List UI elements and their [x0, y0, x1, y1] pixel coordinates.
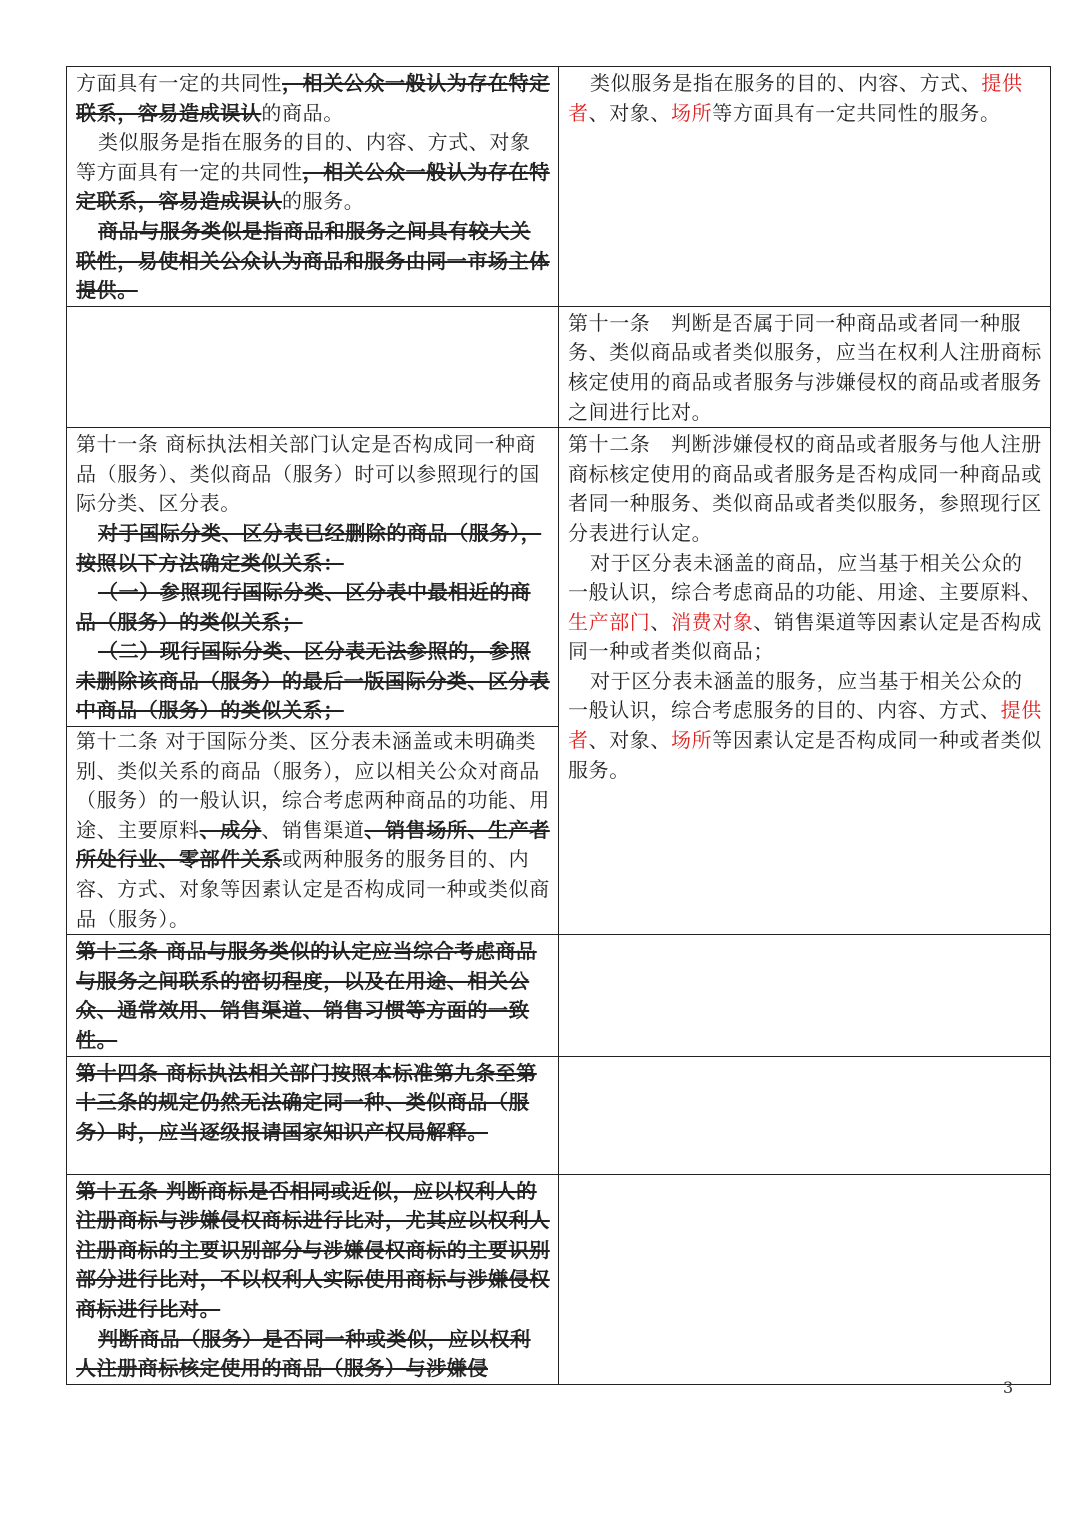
right-cell — [559, 428, 1051, 935]
table-row — [67, 1174, 1051, 1384]
paragraph — [76, 937, 550, 1055]
paragraph — [568, 69, 1042, 128]
added-text: 提供者 — [568, 698, 1042, 753]
text-run: 等因素认定是否构成同一种或者类似服务。 — [568, 728, 1042, 782]
paragraph — [67, 726, 558, 934]
deleted-text: （一）参照现行国际分类、区分表中最相近的商品（服务）的类似关系； — [76, 580, 531, 634]
added-text: 生产部门 — [568, 609, 651, 634]
table-row — [67, 935, 1051, 1056]
deleted-text: ，相关公众一般认为存在特定联系，容易造成误认 — [76, 159, 550, 214]
deleted-text: 第十三条 商品与服务类似的认定应当综合考虑商品与服务之间联系的密切程度，以及在用途、相关公众、通常效用、销售渠道、销售习惯等方面的一致性。 — [76, 939, 537, 1052]
comparison-table — [66, 66, 1051, 1385]
text-run: 、 — [650, 609, 672, 634]
table-row — [67, 306, 1051, 427]
right-cell — [559, 306, 1051, 427]
paragraph — [76, 217, 550, 306]
text-run: 的商品。 — [261, 100, 344, 125]
page-number: 3 — [1003, 1378, 1014, 1397]
text-run: 第十二条 对于国际分类、区分表未涵盖或未明确类别、类似关系的商品（服务），应以相关公众对商品（服务）的一般认识，综合考虑两种商品的功能、用途、主要原料 — [76, 729, 550, 842]
text-run: 、销售渠道等因素认定是否构成同一种或者类似商品； — [568, 609, 1042, 664]
text-run: 对于区分表未涵盖的商品，应当基于相关公众的一般认识，综合考虑商品的功能、用途、主要原料、 — [568, 550, 1042, 605]
paragraph — [76, 519, 550, 578]
right-cell — [559, 935, 1051, 1056]
text-run: 第十二条 判断涉嫌侵权的商品或者服务与他人注册商标核定使用的商品或者服务是否构成同一种商品或者同一种服务、类似商品或者类似服务，参照现行区分表进行认定。 — [568, 432, 1042, 545]
paragraph — [76, 578, 550, 637]
paragraph — [568, 667, 1042, 785]
right-cell — [559, 1056, 1051, 1174]
deleted-text: 判断商品（服务）是否同一种或类似，应以权利人注册商标核定使用的商品（服务）与涉嫌侵 — [76, 1326, 531, 1381]
text-run: 、销售渠道 — [261, 817, 365, 842]
left-cell — [67, 1056, 559, 1174]
added-text: 场所 — [671, 100, 713, 125]
paragraph — [76, 637, 550, 726]
deleted-text: 商品与服务类似是指商品和服务之间具有较大关联性，易使相关公众认为商品和服务由同一市场主体提供。 — [76, 218, 550, 303]
table-row — [67, 428, 1051, 935]
paragraph — [76, 1177, 550, 1325]
text-run: 的服务。 — [282, 189, 365, 214]
deleted-text: 、成分 — [199, 817, 262, 842]
text-run: 、对象、 — [588, 728, 672, 753]
right-cell — [559, 67, 1051, 307]
paragraph — [568, 430, 1042, 548]
left-cell — [67, 306, 559, 427]
table-row — [67, 1056, 1051, 1174]
text-run: 类似服务是指在服务的目的、内容、方式、对象等方面具有一定的共同性 — [76, 130, 531, 184]
deleted-text: ，相关公众一般认为存在特定联系，容易造成误认 — [76, 71, 550, 125]
deleted-text: 、销售场所、生产者所处行业、零部件关系 — [76, 817, 550, 872]
paragraph — [76, 128, 550, 217]
right-cell — [559, 1174, 1051, 1384]
left-cell — [67, 428, 559, 935]
added-text: 提供者 — [568, 71, 1023, 125]
added-text: 消费对象 — [671, 609, 754, 634]
text-run: 对于区分表未涵盖的服务，应当基于相关公众的一般认识，综合考虑服务的目的、内容、方式、 — [568, 668, 1023, 723]
paragraph — [76, 69, 550, 128]
paragraph — [76, 1325, 550, 1384]
text-run: 第十一条 商标执法相关部门认定是否构成同一种商品（服务）、类似商品（服务）时可以参照现行的国际分类、区分表。 — [76, 432, 540, 516]
text-run: 等方面具有一定共同性的服务。 — [712, 100, 1001, 125]
text-run: 类似服务是指在服务的目的、内容、方式、 — [590, 71, 982, 95]
paragraph — [76, 430, 550, 519]
deleted-text: 第十四条 商标执法相关部门按照本标准第九条至第十三条的规定仍然无法确定同一种、类似商品（服务）时，应当逐级报请国家知识产权局解释。 — [76, 1060, 537, 1144]
added-text: 场所 — [671, 728, 713, 753]
deleted-text: 第十五条 判断商标是否相同或近似，应以权利人的注册商标与涉嫌侵权商标进行比对，尤其应以权利人注册商标的主要识别部分与涉嫌侵权商标的主要识别部分进行比对，不以权利人实际使用商标与涉嫌侵权商标进行比对。 — [76, 1178, 550, 1321]
text-run: 第十一条 判断是否属于同一种商品或者同一种服务、类似商品或者类似服务，应当在权利人注册商标核定使用的商品或者服务与涉嫌侵权的商品或者服务之间进行比对。 — [568, 310, 1042, 424]
text-run: 方面具有一定的共同性 — [76, 71, 282, 95]
left-cell — [67, 935, 559, 1056]
deleted-text: （二）现行国际分类、区分表无法参照的，参照未删除该商品（服务）的最后一版国际分类、区分表中商品（服务）的类似关系； — [76, 639, 550, 723]
paragraph — [76, 1059, 550, 1148]
text-run: 或两种服务的服务目的、内容、方式、对象等因素认定是否构成同一种或类似商品（服务）。 — [76, 847, 550, 931]
table-row — [67, 67, 1051, 307]
left-cell — [67, 67, 559, 307]
paragraph — [568, 549, 1042, 667]
left-cell — [67, 1174, 559, 1384]
paragraph — [568, 309, 1042, 427]
text-run: 、对象、 — [588, 100, 672, 125]
deleted-text: 对于国际分类、区分表已经删除的商品（服务），按照以下方法确定类似关系： — [76, 520, 542, 575]
